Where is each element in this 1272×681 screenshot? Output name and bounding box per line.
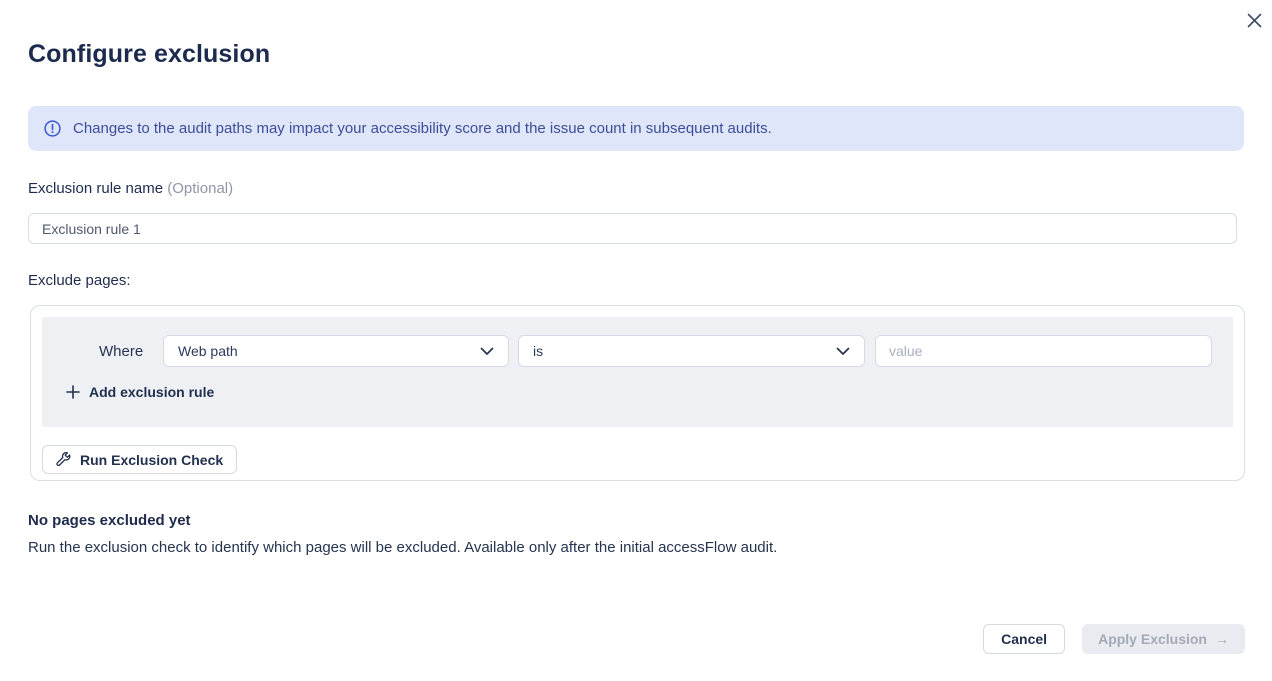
add-exclusion-rule-label: Add exclusion rule (89, 384, 215, 400)
page-title: Configure exclusion (28, 40, 271, 68)
info-banner-text: Changes to the audit paths may impact your accessibility score and the issue count in subsequent audits. (73, 120, 772, 137)
info-banner (28, 106, 1244, 151)
empty-state-title: No pages excluded yet (28, 512, 191, 529)
footer-actions (983, 624, 1245, 654)
cancel-button[interactable]: Cancel (983, 624, 1065, 654)
empty-state-description: Run the exclusion check to identify which pages will be excluded. Available only after the initial accessFlow audit. (28, 539, 778, 556)
close-icon (1247, 13, 1262, 28)
info-circle-icon (44, 120, 61, 137)
wrench-icon (56, 452, 71, 467)
chevron-down-icon (836, 347, 850, 356)
field-dropdown-value: Web path (178, 343, 238, 359)
where-label: Where (99, 342, 144, 360)
rule-row (42, 335, 1233, 367)
run-exclusion-check-button[interactable] (42, 445, 237, 474)
field-dropdown[interactable] (163, 335, 509, 367)
rule-name-label: Exclusion rule name (Optional) (28, 180, 234, 197)
operator-dropdown[interactable] (518, 335, 865, 367)
exclude-pages-label: Exclude pages: (28, 272, 131, 289)
rule-name-input[interactable] (28, 213, 1237, 244)
arrow-right-icon: → (1215, 631, 1229, 647)
add-exclusion-rule-button[interactable] (66, 384, 214, 400)
rule-builder-area (42, 317, 1233, 427)
operator-dropdown-value: is (533, 343, 544, 359)
optional-hint: (Optional) (167, 180, 234, 197)
run-exclusion-check-label: Run Exclusion Check (80, 451, 224, 468)
plus-icon (66, 385, 80, 399)
exclusion-builder-panel (30, 305, 1245, 481)
apply-exclusion-label: Apply Exclusion (1098, 631, 1207, 647)
value-input[interactable] (875, 335, 1212, 367)
chevron-down-icon (480, 347, 494, 356)
close-button[interactable] (1242, 8, 1266, 32)
apply-exclusion-button[interactable] (1082, 624, 1245, 654)
